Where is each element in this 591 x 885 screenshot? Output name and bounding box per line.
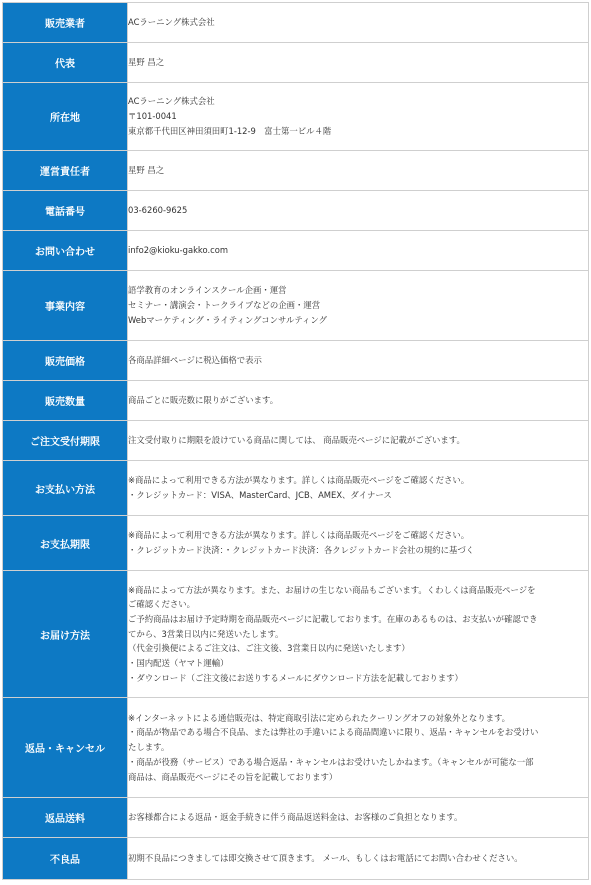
row-value (128, 461, 589, 516)
row-value (128, 151, 589, 191)
table-row (3, 421, 589, 461)
value-line: たします。 (128, 742, 170, 753)
value-line: セミナー・講演会・トークライブなどの企画・運営 (128, 300, 321, 311)
row-value (128, 341, 589, 381)
row-value (128, 698, 589, 798)
value-line: ACラーニング株式会社 (128, 17, 215, 28)
value-line: 商品ごとに販売数に限りがございます。 (128, 395, 279, 406)
value-line: Webマーケティング・ライティングコンサルティング (128, 314, 327, 325)
row-value (128, 191, 589, 231)
value-line: ※商品によって方法が異なります。また、お届けの生じない商品もございます。くわしくは商品販売ページを (128, 584, 536, 595)
value-line: ・クレジットカード決済：・クレジットカード決済：各クレジットカード会社の規約に基づく (128, 545, 475, 555)
table-row (3, 571, 589, 698)
row-value (128, 421, 589, 461)
table-row (3, 798, 589, 838)
value-line: ご予約商品はお届け予定時期を商品販売ページに記載しております。在庫のあるものは、お支払いが確認でき (128, 613, 538, 624)
value-line: ※商品によって利用できる方法が異なります。詳しくは商品販売ページをご確認ください。 (128, 530, 470, 541)
value-line: 各商品詳細ページに税込価格で表示 (128, 355, 262, 366)
table-row (3, 698, 589, 798)
row-value (128, 231, 589, 271)
table-row (3, 838, 589, 880)
table-row (3, 341, 589, 381)
row-value (128, 83, 589, 151)
table-row (3, 43, 589, 83)
row-value (128, 3, 589, 43)
row-label: ご注文受付期限 (3, 421, 128, 461)
value-line: 注文受付取りに期限を設けている商品に関しては、 商品販売ページに記載がございます。 (128, 435, 465, 446)
value-line: 語学教育のオンラインスクール企画・運営 (128, 285, 287, 296)
value-line: info2@kioku-gakko.com (128, 245, 229, 256)
value-line: 星野 昌之 (128, 165, 165, 176)
row-value (128, 798, 589, 838)
value-line: ACラーニング株式会社 (128, 96, 215, 107)
table-row (3, 3, 589, 43)
value-line: 初期不良品につきましては即交換させて頂きます。 メール、もしくはお電話にてお問い合わせください。 (128, 853, 523, 864)
table-row (3, 191, 589, 231)
row-label: 運営責任者 (3, 151, 128, 191)
row-label: お支払期限 (3, 516, 128, 571)
table-row (3, 271, 589, 341)
row-label: 販売価格 (3, 341, 128, 381)
value-line: お客様都合による返品・返金手続きに伴う商品返送料金は、お客様のご負担となります。 (128, 812, 463, 823)
row-value (128, 516, 589, 571)
value-line: 星野 昌之 (128, 57, 165, 68)
value-line: ・商品が役務（サービス）である場合返品・キャンセルはお受けいたしかねます。（キャンセルが可能な一部 (128, 756, 534, 767)
value-line: （代金引換便によるご注文は、ご注文後、3営業日以内に発送いたします） (128, 643, 410, 654)
value-line: 03-6260-9625 (128, 205, 188, 216)
table-body (3, 3, 589, 880)
tokushoho-table (2, 2, 589, 880)
value-line: ※商品によって利用できる方法が異なります。詳しくは商品販売ページをご確認ください。 (128, 475, 470, 486)
table-row (3, 461, 589, 516)
row-value (128, 571, 589, 698)
table-row (3, 231, 589, 271)
value-line: ・クレジットカード：VISA、MasterCard、JCB、AMEX、ダイナース (128, 490, 392, 500)
value-line: 商品は、商品販売ページにその旨を記載しております） (128, 771, 338, 782)
row-label: 電話番号 (3, 191, 128, 231)
row-label: 不良品 (3, 838, 128, 880)
table-row (3, 83, 589, 151)
row-label: お問い合わせ (3, 231, 128, 271)
value-line: ※インターネットによる通信販売は、特定商取引法に定められたクーリングオフの対象外となります。 (128, 712, 511, 723)
table-row (3, 381, 589, 421)
row-value (128, 271, 589, 341)
row-label: 所在地 (3, 83, 128, 151)
value-line: ・商品が物品である場合不良品、または弊社の手違いによる商品間違いに限り、返品・キャンセルをお受けい (128, 727, 539, 738)
value-line: ・ダウンロード（ご注文後にお送りするメールにダウンロード方法を記載しております） (128, 672, 463, 683)
row-value (128, 838, 589, 880)
value-line: ご確認ください。 (128, 599, 195, 610)
row-label: お届け方法 (3, 571, 128, 698)
row-value (128, 43, 589, 83)
row-label: 代表 (3, 43, 128, 83)
table-row (3, 151, 589, 191)
value-line: ・国内配送（ヤマト運輸） (128, 658, 229, 669)
row-label: 販売業者 (3, 3, 128, 43)
row-label: 返品送料 (3, 798, 128, 838)
row-value (128, 381, 589, 421)
value-line: 東京都千代田区神田須田町1-12-9 富士第一ビル４階 (128, 125, 332, 136)
row-label: お支払い方法 (3, 461, 128, 516)
value-line: 〒101-0041 (128, 111, 177, 122)
row-label: 販売数量 (3, 381, 128, 421)
row-label: 事業内容 (3, 271, 128, 341)
table-row (3, 516, 589, 571)
value-line: てから、3営業日以内に発送いたします。 (128, 628, 284, 639)
row-label: 返品・キャンセル (3, 698, 128, 798)
